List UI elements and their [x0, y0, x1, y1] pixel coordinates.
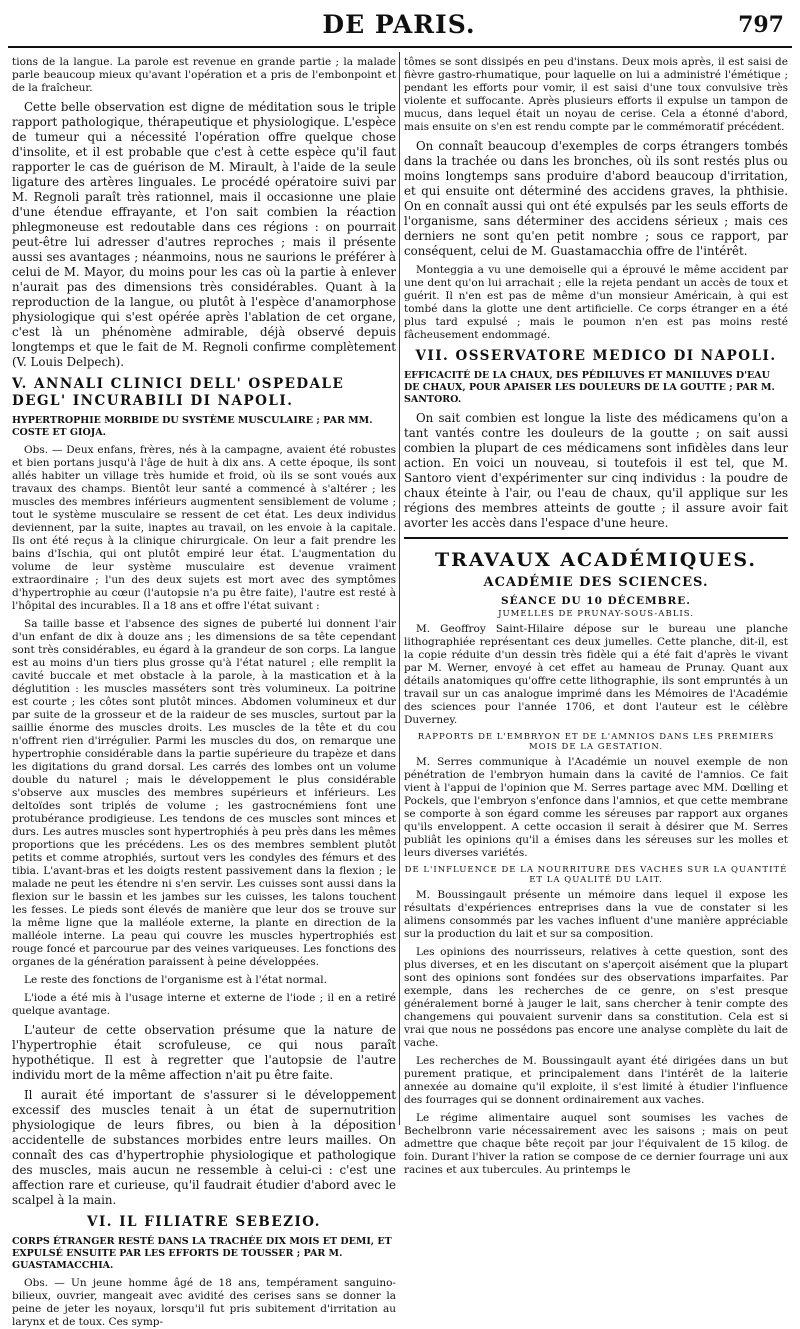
topic-heading: DE L'INFLUENCE DE LA NOURRITURE DES VACHES SUR LA QUANTITÉ ET LA QUALITÉ DU LAIT.	[404, 865, 788, 885]
section-heading: VII. OSSERVATORE MEDICO DI NAPOLI.	[415, 348, 777, 364]
section-heading: VI. IL FILIATRE SEBEZIO.	[87, 1214, 321, 1230]
paragraph: Obs. — Un jeune homme âgé de 18 ans, tempérament sanguino-bilieux, ouvrier, mangeait avec avidité des cerises sans se donner la peine de jeter les noyaux, lorsqu'il fut pris subitement d'irritation au larynx et de toux. Ces symp-	[12, 1277, 396, 1328]
paragraph: Cette belle observation est digne de méditation sous le triple rapport pathologique, thérapeutique et physiologique. L'espèce de tumeur qui a nécessité l'opération offre quelque chose d'insolite, et il est probable que c'est à cette espèce qu'il faut rapporter le cas de guérison de M. Mirault, à l'aide de la seule ligature des artères linguales. Le procédé opératoire suivi par M. Regnoli paraît très rationnel, mais il occasionne une plaie d'une étendue effrayante, et l'on sait combien la réaction phlegmoneuse est redoutable dans ces régions : on pourrait peut-être lui adresser d'autres reproches ; mais il présente aussi ses avantages ; néanmoins, nous ne saurions le préférer à celui de M. Mayor, du moins pour les cas où la partie à enlever n'aurait pas des dimensions très considérables. Quant à la reproduction de la langue, ou plutôt à l'espèce d'anamorphose physiologique qui s'est opérée après l'ablation de cet organe, c'est là un phénomène admirable, déjà observé depuis longtemps et que le fait de M. Regnoli confirme complètement (V. Louis Delpech).	[12, 100, 396, 369]
paragraph: On sait combien est longue la liste des médicamens qu'on a tant vantés contre les douleurs de la goutte ; on sait aussi combien la plupart de ces médicamens sont infidèles dans leur action. En voici un nouveau, si toutefois il est tel, que M. Santoro vient d'expérimenter sur cinq individus : la poudre de chaux éteinte à l'air, ou l'eau de chaux, qu'il applique sur les régions des membres atteints de goutte ; il assure avoir fait avorter les accès dans l'espace d'une heure.	[404, 411, 788, 530]
article-title: HYPERTROPHIE MORBIDE DU SYSTÈME MUSCULAIRE ; PAR MM. COSTE ET GIOJA.	[12, 415, 373, 438]
paragraph: Sa taille basse et l'absence des signes de puberté lui donnent l'air d'un enfant de dix à douze ans ; les dimensions de sa tête cependant sont très considérables, eu égard à la grandeur de son corps. La langue est au moins d'un tiers plus grosse qu'à l'état naturel ; elle remplit la cavité buccale et met obstacle à la parole, à la mastication et à la déglutition : les muscles masséters sont très volumineux. La poitrine est courte ; les côtes sont plutôt minces. Abdomen volumineux et dur par suite de la grosseur et de la raideur de ses muscles, surtout par la saillie énorme des muscles droits. Les muscles de la tête et du cou n'offrent rien d'irrégulier. Parmi les muscles du dos, on remarque une hypertrophie considérable dans la partie supérieure du trapèze et dans les digitations du grand dorsal. Les carrés des lombes ont un volume double du naturel ; mais le développement le plus considérable s'observe aux muscles des membres supérieurs et inférieurs. Les deltoïdes sont triplés de volume ; les gastrocnémiens font une protubérance prodigieuse. Les tendons de ces muscles sont minces et durs. Les autres muscles sont hypertrophiés à peu près dans les mêmes proportions que les précédens. Les os des membres semblent plutôt petits et comme atrophiés, surtout vers les condyles des fémurs et des tibia. L'avant-bras et les doigts restent passivement dans la flexion ; le malade ne peut les étendre ni s'en servir. Les cuisses sont aussi dans la flexion sur le bassin et les jambes sur les cuisses, les talons touchent les fesses. Le pieds sont élevés de manière que leur dos se trouve sur la même ligne que la malléole externe, la plante en direction de la malléole interne. La peau qui couvre les muscles hypertrophiés est rouge foncé et parcourue par des veines variqueuses. Les fonctions des organes de la génération paraissent à peine développées.	[12, 618, 396, 968]
article-title: CORPS ÉTRANGER RESTÉ DANS LA TRACHÉE DIX MOIS ET DEMI, ET EXPULSÉ ENSUITE PAR LES EFFORTS DE TOUSSER ; PAR M. GUASTAMACCHIA.	[12, 1236, 392, 1271]
paragraph: M. Geoffroy Saint-Hilaire dépose sur le bureau une planche lithographiée représentant ces deux jumelles. Cette planche, dit-il, est la copie réduite d'un dessin très fidèle qui a été fait d'après le vivant par M. Werner, envoyé à cet effet au hameau de Prunay. Quant aux détails anatomiques qu'offre cette lithographie, ils sont empruntés à un travail sur un cas analogue imprimé dans les Mémoires de l'Académie des sciences pour l'année 1706, et dont l'auteur est le célèbre Duverney.	[404, 623, 788, 726]
travaux-heading: TRAVAUX ACADÉMIQUES.	[435, 549, 757, 571]
paragraph: L'iode a été mis à l'usage interne et externe de l'iode ; il en a retiré quelque avantage.	[12, 992, 396, 1017]
topic-heading: RAPPORTS DE L'EMBRYON ET DE L'AMNIOS DANS LES PREMIERS MOIS DE LA GESTATION.	[417, 732, 775, 752]
paragraph: Monteggia a vu une demoiselle qui a éprouvé le même accident par une dent qu'on lui arrachait ; elle la rejeta pendant un accès de toux et guérit. Il n'en est pas de même d'un monsieur Américain, à qui est tombé dans la glotte une dent artificielle. Ce corps étranger en a été plus tard expulsé ; mais le poumon n'en est pas moins resté fâcheusement endommagé.	[404, 264, 788, 341]
article-title: EFFICACITÉ DE LA CHAUX, DES PÉDILUVES ET MANILUVES D'EAU DE CHAUX, POUR APAISER LES DOULEURS DE LA GOUTTE ; PAR M. SANTORO.	[404, 370, 775, 405]
paragraph: M. Serres communique à l'Académie un nouvel exemple de non pénétration de l'embryon humain dans la cavité de l'amnios. Ce fait vient à l'appui de l'opinion que M. Serres partage avec MM. Dœlling et Pockels, que l'embryon s'enfonce dans l'amnios, et que cette membrane se comporte à son égard comme les séreuses par rapport aux organes qu'ils enveloppent. A cette occasion il serait à désirer que M. Serres publiât les opinions qu'il a émises dans les séreuses sur les molles et leurs diverses variétés.	[404, 756, 788, 859]
paragraph: tions de la langue. La parole est revenue en grande partie ; la malade parle beaucoup mieux qu'avant l'opération et a pris de l'embonpoint et de la fraîcheur.	[12, 56, 396, 94]
session-heading: SÉANCE DU 10 DÉCEMBRE.	[501, 595, 691, 607]
paragraph: Obs. — Deux enfans, frères, nés à la campagne, avaient été robustes et bien portans jusqu'à l'âge de huit à dix ans. A cette époque, ils sont allés habiter un village très humide et froid, où ils se sont voués aux travaux des champs. Bientôt leur santé a commencé à s'altérer ; les muscles des membres inférieurs augmentent sensiblement de volume ; tout le système musculaire se ressent de cet état. Les deux individus deviennent, par la suite, inaptes au travail, on les envoie à la capitale. Ils ont été reçus à la clinique chirurgicale. On leur a fait prendre les bains d'Ischia, qui ont plutôt empiré leur état. L'augmentation du volume de leur système musculaire est devenue vraiment extraordinaire ; l'un des deux sujets est mort avec des symptômes d'hypertrophie au cœur (l'autopsie n'a pu être faite), l'autre est resté à l'hôpital des incurables. Il a 18 ans et offre l'état suivant :	[12, 444, 396, 612]
page-number: 797	[738, 12, 784, 38]
column-divider	[399, 52, 400, 1125]
paragraph: L'auteur de cette observation présume que la nature de l'hypertrophie était scrofuleuse, ce qui nous paraît hypothétique. Il est à regretter que l'autopsie de l'autre individu mort de la même affection n'ait pu être faite.	[12, 1023, 396, 1082]
paragraph: Les opinions des nourrisseurs, relatives à cette question, sont des plus diverses, et en les discutant on s'aperçoit aisément que la plupart sont des opinions sont fondées sur des observations imparfaites. Par exemple, dans les recherches de ce genre, on s'est presque généralement borné à jauger le lait, sans chercher à tenir compte des changemens qui pouvaient survenir dans sa constitution. Cela est si vrai que nous ne possédons pas encore une analyse complète du lait de vache.	[404, 946, 788, 1049]
masthead	[14, 10, 784, 46]
newspaper-title: DE PARIS.	[322, 10, 476, 39]
paragraph: On connaît beaucoup d'exemples de corps étrangers tombés dans la trachée ou dans les bronches, où ils sont restés plus ou moins longtemps sans produire d'abord beaucoup d'irritation, et qui ensuite ont déterminé des accidens graves, la phthisie. On en connaît aussi qui ont été expulsés par les seuls efforts de l'organisme, sans déterminer des accidens sérieux ; mais ces derniers ne sont qu'en petit nombre ; sous ce rapport, par conséquent, celui de M. Guastamacchia offre de l'intérêt.	[404, 139, 788, 258]
right-column	[404, 56, 788, 1176]
paragraph: Le régime alimentaire auquel sont soumises les vaches de Bechelbronn varie nécessairement avec les saisons ; mais on peut admettre que chaque bête reçoit par jour l'équivalent de 15 kilog. de foin. Durant l'hiver la ration se compose de ce dernier fourrage uni aux racines et aux tubercules. Au printemps le	[404, 1112, 788, 1176]
paragraph: tômes se sont dissipés en peu d'instans. Deux mois après, il est saisi de fièvre gastro-rhumatique, pour laquelle on lui a administré l'émétique ; pendant les efforts pour vomir, il est saisi d'une toux convulsive très violente et suffocante. Après plusieurs efforts il expulse un tampon de mucus, dans lequel était un noyau de cerise. Cela a étonné d'abord, mais ensuite on s'en est rendu compte par le commémoratif précédent.	[404, 56, 788, 133]
paragraph: Le reste des fonctions de l'organisme est à l'état normal.	[24, 974, 327, 986]
paragraph: Les recherches de M. Boussingault ayant été dirigées dans un but purement pratique, et principalement dans l'intérêt de la laiterie annexée au domaine qu'il exploite, il s'est limité à étudier l'influence des fourrages qui se donnent ordinairement aux vaches.	[404, 1055, 788, 1106]
section-rule	[404, 537, 788, 539]
left-column	[12, 56, 396, 1328]
topic-heading: JUMELLES DE PRUNAY-SOUS-ABLIS.	[498, 609, 694, 619]
paragraph: Il aurait été important de s'assurer si le développement excessif des muscles tenait à un état de supernutrition physiologique de leurs fibres, ou bien à la déposition accidentelle de substances morbides entre leurs mailles. On connaît des cas d'hypertrophie physiologique et pathologique des muscles, mais aucun ne ressemble à celui-ci : c'est une affection rare et curieuse, qu'il faudrait étudier d'abord avec le scalpel à la main.	[12, 1088, 396, 1207]
paragraph: M. Boussingault présente un mémoire dans lequel il expose les résultats d'expériences entreprises dans la vue de constater si les alimens consommés par les vaches influent d'une manière appréciable sur la production du lait et sur sa composition.	[404, 889, 788, 940]
academy-heading: ACADÉMIE DES SCIENCES.	[483, 575, 709, 590]
section-heading: V. ANNALI CLINICI DELL' OSPEDALE DEGL' INCURABILI DI NAPOLI.	[12, 376, 345, 409]
masthead-rule	[8, 46, 792, 48]
